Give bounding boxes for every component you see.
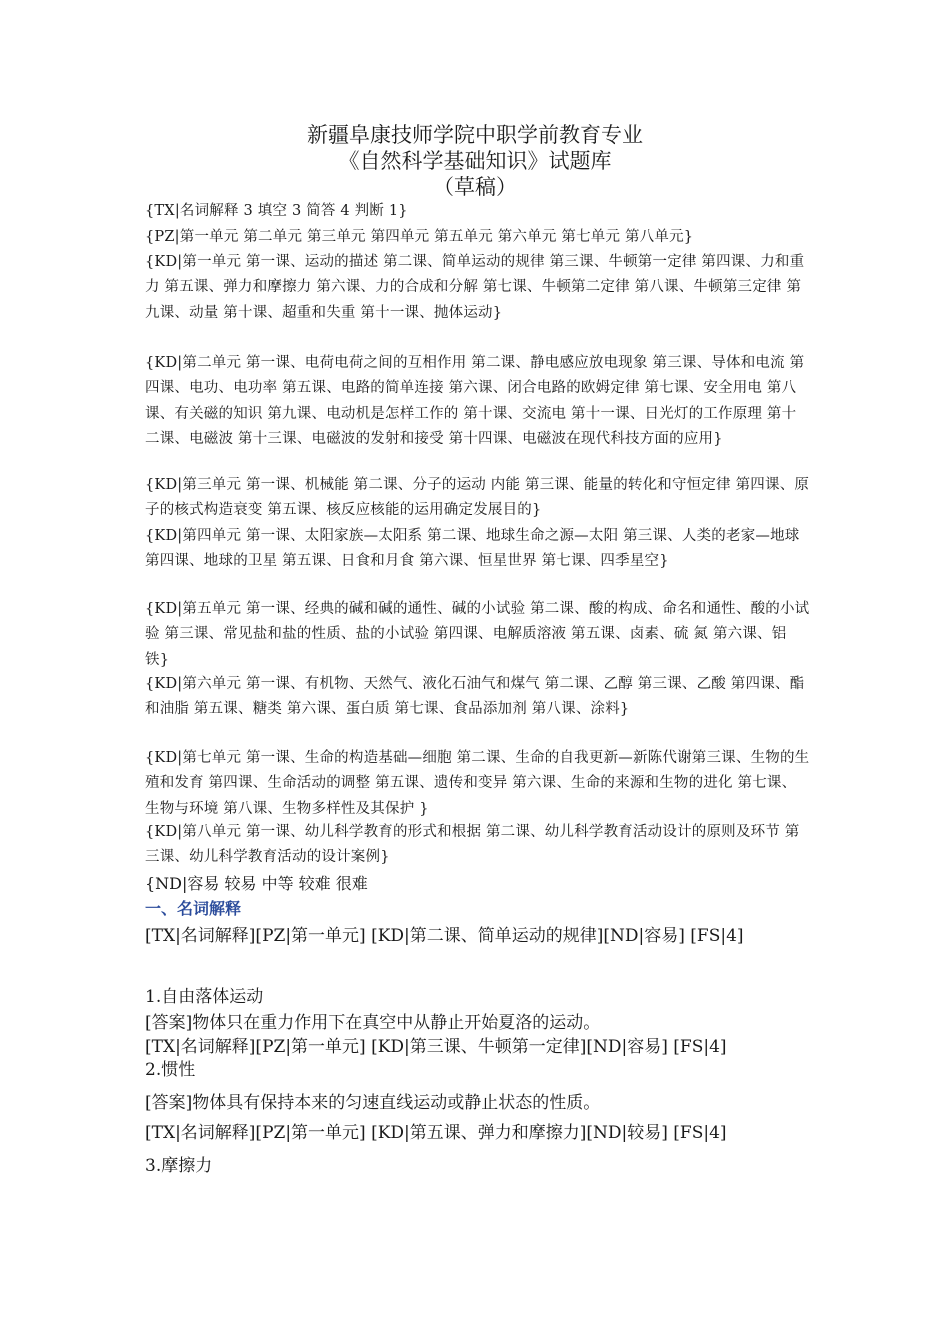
question-2-tag: [TX|名词解释][PZ|第一单元] [KD|第三课、牛顿第一定律][ND|容易] [FS|4]: [145, 1037, 727, 1057]
question-1-answer: [答案]物体只在重力作用下在真空中从静止开始夏洛的运动。: [145, 1013, 601, 1033]
question-1-tag: [TX|名词解释][PZ|第一单元] [KD|第二课、简单运动的规律][ND|容易] [FS|4]: [145, 926, 744, 946]
nd-code-line: {ND|容易 较易 中等 较难 很难: [145, 874, 368, 893]
question-3-number: 3.: [145, 1156, 162, 1176]
question-3-tag: [TX|名词解释][PZ|第一单元] [KD|第五课、弹力和摩擦力][ND|较易] [FS|4]: [145, 1123, 727, 1143]
kd-unit-3: {KD|第三单元 第一课、机械能 第二课、分子的运动 内能 第三课、能量的转化和守恒定律 第四课、原子的核式构造衰变 第五课、核反应核能的运用确定发展目的}: [145, 477, 810, 519]
question-3-term-text: 摩擦力: [161, 1156, 213, 1176]
kd-unit-2: {KD|第二单元 第一课、电荷电荷之间的互相作用 第二课、静电感应放电现象 第三课、导体和电流 第四课、电功、电功率 第五课、电路的简单连接 第六课、闭合电路的欧姆定律 第七课、安全用电 第八课、有关磁的知识 第九课、电动机是怎样工作的 第十课、交流电 第十一课、日光灯的工作原理 第十二课、电磁波 第十三课、电磁波的发射和接受 第十四课、电磁波在现代科技方面的应用}: [145, 355, 805, 448]
kd-unit-5: {KD|第五单元 第一课、经典的碱和碱的通性、碱的小试验 第二课、酸的构成、命名和通性、酸的小试验 第三课、常见盐和盐的性质、盐的小试验 第四课、电解质溶液 第五课、卤素、硫 氮 第六课、铝 铁}: [145, 601, 810, 668]
question-2-answer: [答案]物体具有保持本来的匀速直线运动或静止状态的性质。: [145, 1093, 601, 1113]
question-2-term-text: 惯性: [161, 1060, 196, 1080]
kd-unit-1: {KD|第一单元 第一课、运动的描述 第二课、简单运动的规律 第三课、牛顿第一定律 第四课、力和重力 第五课、弹力和摩擦力 第六课、力的合成和分解 第七课、牛顿第二定律 第八课、牛顿第三定律 第九课、动量 第十课、超重和失重 第十一课、抛体运动}: [145, 254, 805, 321]
kd-unit-4: {KD|第四单元 第一课、太阳家族—太阳系 第二课、地球生命之源—太阳 第三课、人类的老家—地球 第四课、地球的卫星 第五课、日食和月食 第六课、恒星世界 第七课、四季星空}: [145, 528, 800, 570]
kd-unit-7: {KD|第七单元 第一课、生命的构造基础—细胞 第二课、生命的自我更新—新陈代谢第三课、生物的生殖和发育 第四课、生命活动的调整 第五课、遗传和变异 第六课、生命的来源和生物的进化 第七课、生物与环境 第八课、生物多样性及其保护 }: [145, 750, 810, 817]
kd-unit-6: {KD|第六单元 第一课、有机物、天然气、液化石油气和煤气 第二课、乙醇 第三课、乙酸 第四课、酯和油脂 第五课、糖类 第六课、蛋白质 第七课、食品添加剂 第八课、涂料}: [145, 676, 805, 718]
document-title-line-2: 《自然科学基础知识》试题库: [338, 149, 612, 173]
document-title-line-1: 新疆阜康技师学院中职学前教育专业: [307, 123, 643, 147]
tx-code-line: {TX|名词解释 3 填空 3 简答 4 判断 1}: [145, 203, 408, 219]
document-title-line-3: （草稿）: [433, 175, 517, 199]
kd-unit-8: {KD|第八单元 第一课、幼儿科学教育的形式和根据 第二课、幼儿科学教育活动设计的原则及环节 第三课、幼儿科学教育活动的设计案例}: [145, 824, 800, 866]
question-2-term: [145, 1057, 810, 1083]
question-3-term: [145, 1153, 810, 1179]
pz-code-line: {PZ|第一单元 第二单元 第三单元 第四单元 第五单元 第六单元 第七单元 第八单元}: [145, 229, 694, 245]
question-1-term: [145, 984, 810, 1010]
question-2-number: 2.: [145, 1060, 162, 1080]
question-1-number: 1.: [145, 987, 162, 1007]
section-heading: 一、名词解释: [145, 899, 242, 918]
question-1-term-text: 自由落体运动: [161, 987, 264, 1007]
